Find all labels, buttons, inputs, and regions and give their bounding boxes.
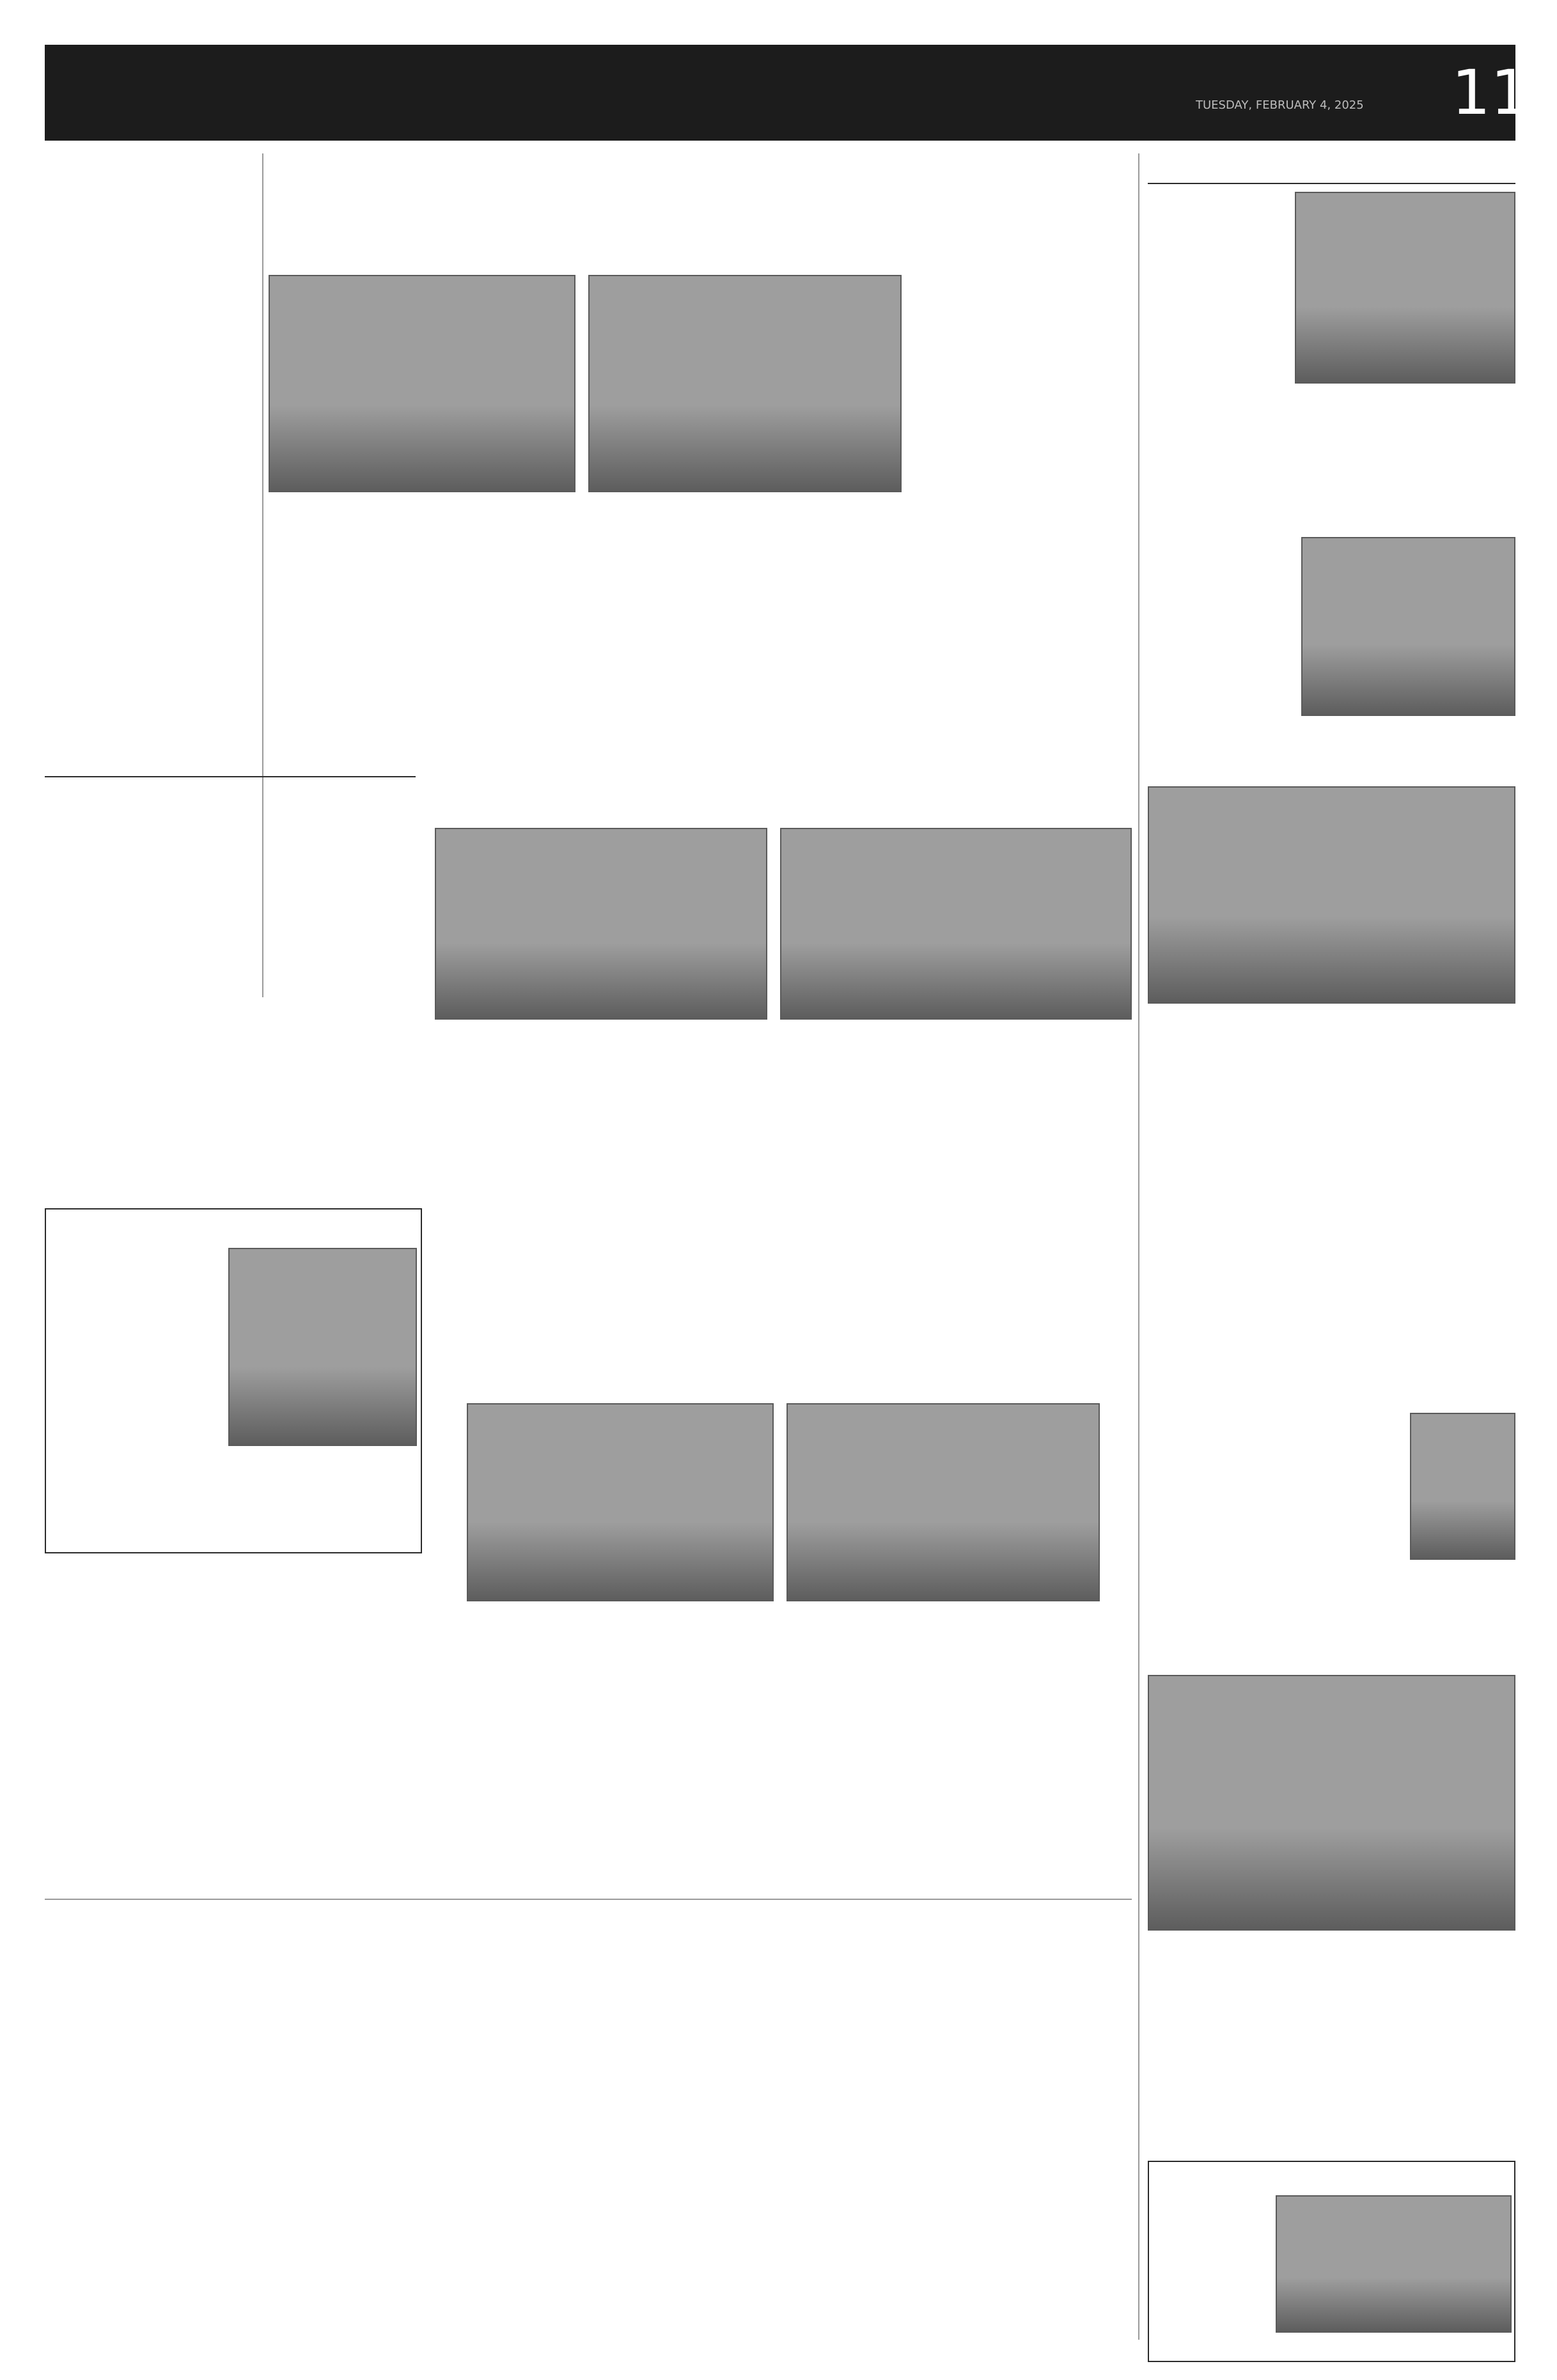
child-dog-attack-article <box>1148 1381 1515 1637</box>
article-body <box>45 153 256 447</box>
article-headline <box>1148 754 1515 780</box>
ball-poster-article <box>1148 505 1515 748</box>
quarry-labour-article <box>45 1726 422 1892</box>
article-body <box>52 1248 219 1465</box>
liquor-lorry-article <box>1148 2161 1515 2362</box>
photo-caption <box>1148 1934 1515 1953</box>
page-number: 11 <box>1451 57 1530 128</box>
news-photo <box>467 1403 774 1601</box>
news-photo <box>780 828 1132 1020</box>
article-headline <box>908 153 1132 179</box>
wow-wonder-article <box>269 153 902 742</box>
article-body <box>908 182 1132 380</box>
nalla-chittalu-article <box>45 2062 326 2228</box>
photo-caption <box>1276 2335 1512 2354</box>
photo-caption <box>269 495 575 515</box>
news-photo <box>228 1248 417 1446</box>
article-headline <box>435 748 1132 818</box>
article-headline <box>588 2122 844 2151</box>
photo-caption <box>1148 1007 1515 1026</box>
jathara-works-article <box>588 2231 844 2362</box>
muthyalamma-jathara-article <box>435 1323 1132 1873</box>
column-rule <box>1138 153 1139 2340</box>
training-classes-article <box>857 1908 1132 2177</box>
article-body <box>45 1000 416 1192</box>
article-body <box>678 524 902 742</box>
article-headline <box>339 2129 575 2193</box>
article-body <box>1148 537 1295 748</box>
mptc-list-article <box>45 748 416 1195</box>
article-body <box>857 2215 1132 2362</box>
sevalal-jayanti-article <box>339 1908 575 2119</box>
article-body <box>665 1052 882 1307</box>
news-photo <box>1301 537 1515 716</box>
article-body <box>45 1598 422 1713</box>
article-body <box>473 524 665 742</box>
article-headline <box>1148 1381 1515 1406</box>
veteran-badminton-article <box>45 2234 326 2362</box>
section-rule <box>45 1899 1132 1900</box>
article-body <box>1148 192 1288 499</box>
photo-caption <box>588 495 902 515</box>
article-body <box>435 1633 652 1873</box>
article-headline <box>1148 153 1515 184</box>
photo-caption <box>780 1023 1132 1042</box>
article-body <box>895 1052 1132 1307</box>
news-photo <box>588 275 902 492</box>
poster-release-article <box>857 2183 1132 2362</box>
article-headline <box>45 1566 422 1594</box>
news-photo <box>1148 1675 1515 1931</box>
diary-calendar-article <box>588 1908 844 2119</box>
article-body <box>1148 1032 1515 1138</box>
photo-caption <box>1410 1563 1515 1601</box>
article-body <box>339 2196 575 2362</box>
manuguru-crane-article <box>1148 754 1515 1138</box>
photo-caption <box>1301 719 1515 738</box>
sanitation-workers-article <box>588 2122 844 2225</box>
col1-top-article <box>45 153 256 614</box>
news-photo <box>435 828 767 1020</box>
article-body <box>45 780 416 972</box>
masthead <box>45 45 1530 141</box>
article-headline <box>45 1726 422 1754</box>
news-photo <box>786 1403 1100 1601</box>
article-headline <box>45 748 416 777</box>
article-headline <box>857 2036 1132 2064</box>
article-body <box>45 2097 326 2228</box>
article-body <box>1148 1176 1515 1374</box>
article-headline <box>45 1908 326 1940</box>
masthead-towns <box>684 70 1183 115</box>
news-photo <box>1295 192 1515 384</box>
article-body <box>45 2295 326 2362</box>
article-body <box>435 1052 652 1307</box>
photo-caption <box>435 1023 767 1042</box>
municipal-commissioner-article <box>45 1566 422 1713</box>
book-of-records-article <box>908 153 1132 742</box>
article-headline <box>1148 1643 1515 1668</box>
article-body <box>1148 1959 1515 2154</box>
article-headline <box>339 1908 575 1972</box>
masthead-brand <box>64 58 659 128</box>
photo-caption <box>786 1605 1100 1624</box>
article-subheading <box>45 975 416 998</box>
telangana-protest-article <box>435 748 1132 1311</box>
article-body <box>339 1975 575 2119</box>
article-body <box>895 1633 1132 1873</box>
article-body <box>1154 2195 1269 2358</box>
unnatha-shikharalu-article <box>1148 1643 1515 2154</box>
article-headline <box>435 1323 1132 1394</box>
article-subheading <box>45 454 256 477</box>
article-body <box>588 1908 844 1979</box>
masthead-date-local <box>1196 64 1439 89</box>
swalpanga-gelaadhara-article <box>45 1908 326 2055</box>
article-headline <box>588 1982 844 2010</box>
article-body <box>1148 1413 1404 1637</box>
article-subheading <box>908 384 1132 407</box>
article-headline <box>588 2231 844 2259</box>
article-body <box>857 1908 1132 2030</box>
photo-caption <box>1295 387 1515 406</box>
article-body <box>45 1943 326 2055</box>
article-headline <box>1148 1144 1515 1170</box>
photo-caption <box>228 1447 417 1466</box>
article-headline <box>45 2062 326 2094</box>
article-body <box>588 2154 844 2225</box>
article-headline <box>52 1215 417 1243</box>
road-accident-article <box>1148 1144 1515 1374</box>
literacy-article <box>45 1208 422 1553</box>
article-body <box>269 524 460 742</box>
masthead-date-english: TUESDAY, FEBRUARY 4, 2025 <box>1196 98 1364 112</box>
news-photo <box>269 275 575 492</box>
news-photo <box>1276 2195 1512 2333</box>
article-headline <box>45 2234 326 2292</box>
article-body <box>588 2263 844 2362</box>
muthangi-article <box>1148 153 1515 499</box>
article-headline <box>269 153 902 268</box>
article-headline <box>1154 2166 1512 2191</box>
photo-caption <box>467 1605 774 1624</box>
article-body <box>908 409 1132 742</box>
article-body <box>45 1758 422 1892</box>
news-photo <box>1410 1413 1515 1560</box>
employees-committee-article <box>339 2129 575 2362</box>
article-body <box>665 1633 882 1873</box>
article-headline <box>857 2183 1132 2211</box>
news-photo <box>1148 786 1515 1004</box>
article-headline <box>1148 505 1515 531</box>
